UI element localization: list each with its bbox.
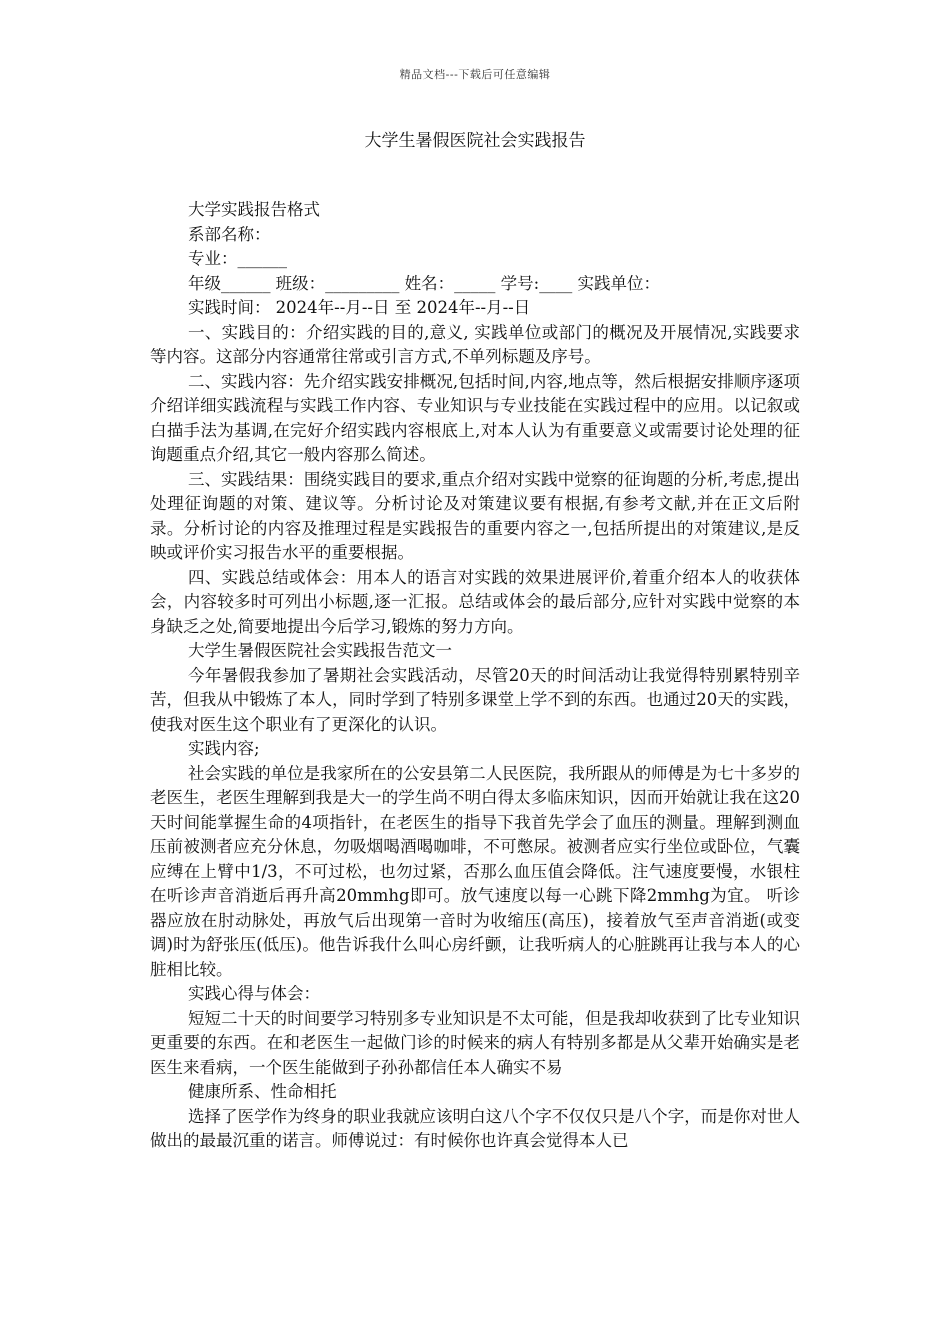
closing-paragraph: 选择了医学作为终身的职业我就应该明白这八个字不仅仅只是八个字，而是你对世人做出的最最沉重的诺言。师傅说过：有时候你也许真会觉得本人已 <box>150 1106 800 1150</box>
sample-heading: 大学生暑假医院社会实践报告范文一 <box>187 641 452 660</box>
motto-heading: 健康所系、性命相托 <box>187 1082 337 1101</box>
section-results: 三、实践结果：围绕实践目的要求,重点介绍对实践中觉察的征询题的分析,考虑,提出处理征询题的对策、建议等。分析讨论及对策建议要有根据,有参考文献,并在正文后附录。分析讨论的内容及推理过程是实践报告的重要内容之一,包括所提出的对策建议,是反映或评价实习报告水平的重要根据。 <box>150 469 800 562</box>
sample-intro-paragraph: 今年暑假我参加了暑期社会实践活动，尽管20天的时间活动让我觉得特别累特别辛苦，但我从中锻炼了本人，同时学到了特别多课堂上学不到的东西。也通过20天的实践，使我对医生这个职业有了更深化的认识。 <box>150 665 800 734</box>
document-title: 大学生暑假医院社会实践报告 <box>364 131 586 151</box>
practice-content-paragraph: 社会实践的单位是我家所在的公安县第二人民医院，我所跟从的师傅是为七十多岁的老医生，老医生理解到我是大一的学生尚不明白得太多临床知识，因而开始就让我在这20天时间能掌握生命的4项指针，在老医生的指导下我首先学会了血压的测量。理解到测血压前被测者应充分休息，勿吸烟喝酒喝咖啡，不可憋尿。被测者应实行坐位或卧位，气囊应缚在上臂中1/3，不可过松，也勿过紧，否那么血压值会降低。注气速度要慢，水银柱在听诊声音消逝后再升高20mmhg即可。放气速度以每一心跳下降2mmhg为宜。 听诊器应放在肘动脉处，再放气后出现第一音时为收缩压(高压)，接着放气至声音消逝(或变调)时为舒张压(低压)。他告诉我什么叫心房纤颤，让我听病人的心脏跳再让我与本人的心脏相比较。 <box>150 763 800 979</box>
format-heading: 大学实践报告格式 <box>187 200 320 219</box>
experience-heading: 实践心得与体会： <box>187 984 320 1003</box>
header-note: 精品文档---下载后可任意编辑 <box>399 68 551 81</box>
section-purpose: 一、实践目的：介绍实践的目的,意义, 实践单位或部门的概况及开展情况,实践要求等内容。这部分内容通常往常或引言方式,不单列标题及序号。 <box>150 322 800 366</box>
practice-time-line: 实践时间： 2024年--月--日 至 2024年--月--日 <box>187 298 531 317</box>
document-body <box>150 198 800 1154</box>
practice-content-heading: 实践内容; <box>187 739 260 758</box>
experience-paragraph: 短短二十天的时间要学习特别多专业知识是不太可能，但是我却收获到了比专业知识更重要的东西。在和老医生一起做门诊的时候来的病人有特别多都是从父辈开始确实是老医生来看病，一个医生能做到子孙孙都信任本人确实不易 <box>150 1008 800 1077</box>
major-field: 专业：______ <box>187 249 287 268</box>
section-content: 二、实践内容：先介绍实践安排概况,包括时间,内容,地点等，然后根据安排顺序逐项介绍详细实践流程与实践工作内容、专业知识与专业技能在实践过程中的应用。以记叙或白描手法为基调,在完好介绍实践内容根底上,对本人认为有重要意义或需要讨论处理的征询题重点介绍,其它一般内容那么简述。 <box>150 371 800 464</box>
department-field: 系部名称： <box>187 224 271 244</box>
section-summary: 四、实践总结或体会：用本人的语言对实践的效果进展评价,着重介绍本人的收获体会，内容较多时可列出小标题,逐一汇报。总结或体会的最后部分,应针对实践中觉察的本身缺乏之处,简要地提出今后学习,锻炼的努力方向。 <box>150 567 800 636</box>
student-info-line: 年级______ 班级：_________ 姓名：_____ 学号:____ 实践单位： <box>187 273 660 293</box>
